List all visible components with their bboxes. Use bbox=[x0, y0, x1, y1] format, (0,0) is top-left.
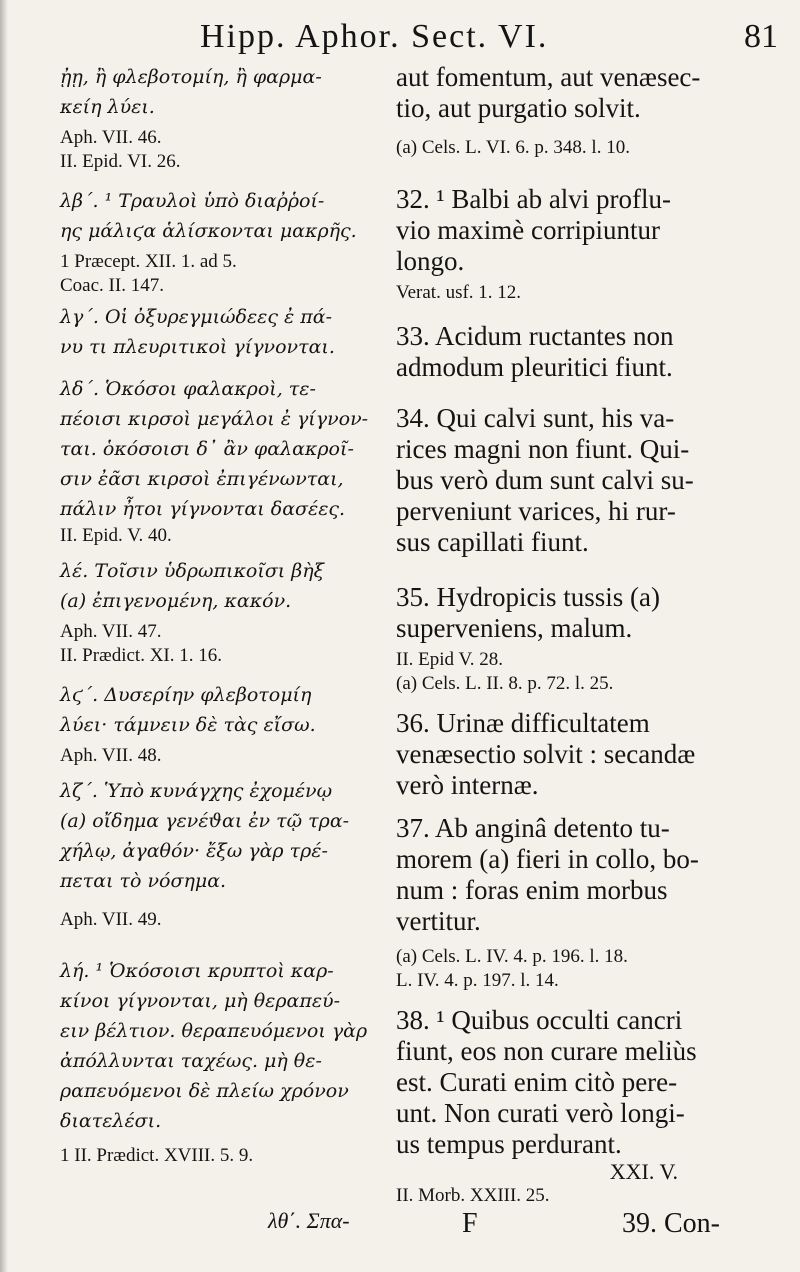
latin-column bbox=[396, 62, 774, 1208]
latin-aphorism-35: 35. Hydropicis tussis (a) superveniens, malum. bbox=[396, 582, 660, 643]
latin-aphorism-34: 34. Qui calvi sunt, his va- rices magni non fiunt. Qui- bus verò dum sunt calvi su- perveniunt varices, hi rur- sus capillati fiunt. bbox=[396, 403, 694, 557]
latin-reference: II. Morb. XXIII. 25. bbox=[396, 1185, 550, 1206]
greek-reference: Aph. VII. 47. II. Prædict. XI. 1. 16. bbox=[60, 621, 223, 666]
greek-reference: II. Epid. V. 40. bbox=[60, 525, 172, 546]
latin-reference: XXI. V. bbox=[609, 1159, 678, 1184]
latin-reference: II. Epid V. 28. (a) Cels. L. II. 8. p. 72. l. 25. bbox=[396, 649, 614, 694]
greek-aphorism-31-end: ᾐῃ, ἢ φλεβοτομίη, ἢ φαρμα- κείη λύει. bbox=[60, 66, 322, 118]
greek-aphorism-38: λή. ¹ Ὁκόσοισι κρυπτοὶ καρ- κίνοι γίγνονται, μὴ θεραπεύ- ειν βέλτιον. θεραπευόμενοι γὰρ ἀπόλλυνται ταχέως. μὴ θε- ραπευόμενοι δὲ πλείω χρόνον διατελέσι. bbox=[60, 960, 368, 1132]
greek-aphorism-34: λδ΄. Ὁκόσοι φαλακροὶ, τε- πέοισι κιρσοὶ μεγάλοι ἐ γίγνον- ται. ὁκόσοισι δ᾽ ἂν φαλακροῖ- σιν ἐᾶσι κιρσοὶ ἐπιγένωνται, πάλιν ἦτοι γίγνονται δασέες. bbox=[60, 378, 369, 520]
greek-aphorism-32: λβ΄. ¹ Τραυλοὶ ὑπὸ διαῤῥοί- ης μάλιϛα ἁλίσκονται μακρῆς. bbox=[60, 190, 357, 242]
greek-aphorism-33: λγ΄. Οἱ ὀξυρεγμιώδεες ἐ πά- νυ τι πλευριτικοὶ γίγνονται. bbox=[60, 306, 335, 358]
greek-reference: Aph. VII. 49. bbox=[60, 909, 162, 930]
latin-aphorism-32: 32. ¹ Balbi ab alvi proflu- vio maximè corripiuntur longo. bbox=[396, 184, 672, 276]
greek-reference: 1 II. Prædict. XVIII. 5. 9. bbox=[60, 1145, 254, 1166]
latin-aphorism-38: 38. ¹ Quibus occulti cancri fiunt, eos non curare meliùs est. Curati enim citò pere- unt. Non curati verò longi- us tempus perdurant. bbox=[396, 1005, 697, 1159]
latin-catchword: 39. Con- bbox=[622, 1208, 720, 1239]
greek-column bbox=[60, 62, 380, 1168]
running-header bbox=[0, 14, 800, 62]
latin-aphorism-37: 37. Ab anginâ detento tu- morem (a) fieri in collo, bo- num : foras enim morbus vertitur. bbox=[396, 813, 699, 936]
latin-aphorism-36: 36. Urinæ difficultatem venæsectio solvit : secandæ verò internæ. bbox=[396, 708, 696, 800]
signature-mark: F bbox=[462, 1208, 478, 1239]
page-footer bbox=[0, 1208, 800, 1258]
greek-aphorism-37: λζ΄. Ὑπὸ κυνάγχης ἐχομένῳ (a) οἴδημα γενέϑαι ἐν τῷ τρα- χήλῳ, ἀγαθόν· ἔξω γὰρ τρέ- πεται τὸ νόσημα. bbox=[60, 780, 350, 892]
running-title: Hipp. Aphor. Sect. VI. bbox=[200, 18, 549, 55]
latin-aphorism-31-end: aut fomentum, aut venæsec- tio, aut purgatio solvit. bbox=[396, 62, 701, 123]
greek-reference: Aph. VII. 48. bbox=[60, 745, 162, 766]
latin-reference: (a) Cels. L. IV. 4. p. 196. l. 18. L. IV. 4. p. 197. l. 14. bbox=[396, 946, 628, 991]
latin-reference: (a) Cels. L. VI. 6. p. 348. l. 10. bbox=[396, 137, 630, 158]
greek-reference: Aph. VII. 46. II. Epid. VI. 26. bbox=[60, 127, 181, 172]
greek-reference: 1 Præcept. XII. 1. ad 5. Coac. II. 147. bbox=[60, 251, 237, 296]
latin-reference: Verat. usf. 1. 12. bbox=[396, 282, 522, 303]
greek-catchword: λθ΄. Σπα- bbox=[268, 1208, 350, 1233]
greek-aphorism-35: λέ. Τοῖσιν ὑδρωπικοῖσι βὴξ (a) ἐπιγενομένη, κακόν. bbox=[60, 560, 325, 612]
greek-aphorism-36: λϛ΄. Δυσερίην φλεβοτομίη λύει· τάμνειν δὲ τὰς εἴσω. bbox=[60, 684, 316, 736]
page-edge-shadow bbox=[0, 0, 8, 1272]
page-number: 81 bbox=[744, 18, 778, 55]
latin-aphorism-33: 33. Acidum ructantes non admodum pleuritici fiunt. bbox=[396, 321, 674, 382]
